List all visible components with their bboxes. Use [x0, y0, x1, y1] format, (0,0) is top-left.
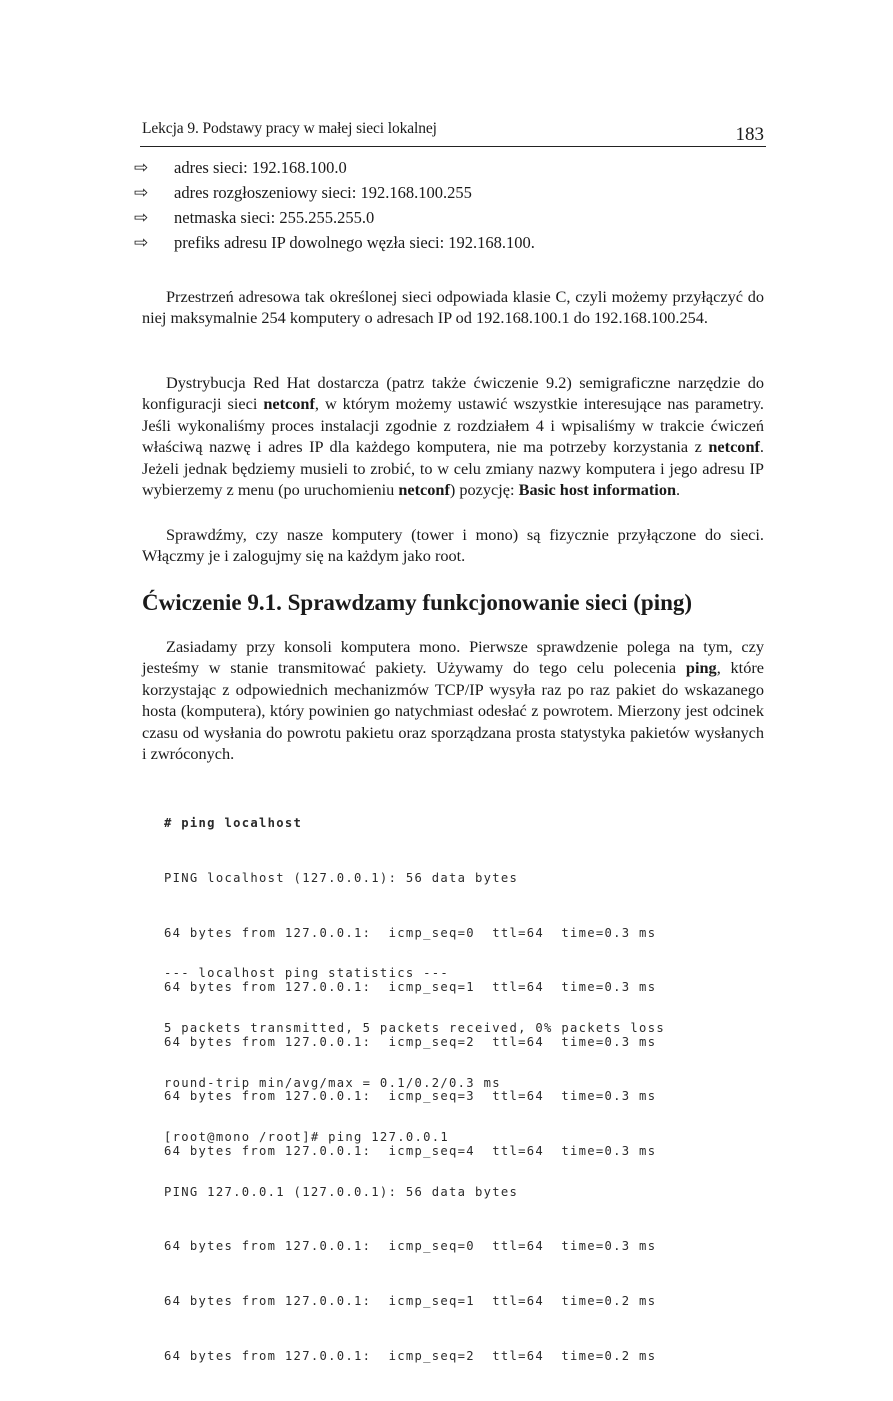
terminal-output-statistics [164, 928, 764, 1401]
paragraph-text: Dystrybucja Red Hat dostarcza (patrz także ćwiczenie 9.2) semigraficzne narzędzie do konfiguracji sieci [142, 373, 764, 414]
arrow-right-icon: ⇨ [134, 183, 149, 203]
paragraph-text: ) pozycję: [449, 480, 519, 500]
paragraph-text: . [676, 480, 681, 500]
list-item [134, 183, 774, 208]
paragraph-text: Zasiadamy przy konsoli komputera mono. Pierwsze sprawdzenie polega na tym, czy jesteśmy w stanie transmitować pakiety. Używamy do tego celu polecenia [142, 637, 764, 678]
list-item-text: adres rozgłoszeniowy sieci: 192.168.100.255 [174, 183, 472, 202]
list-item-text: prefiks adresu IP dowolnego węzła sieci: 192.168.100. [174, 233, 535, 252]
command-name: ping [685, 658, 717, 678]
section-heading: Ćwiczenie 9.1. Sprawdzamy funkcjonowanie sieci (ping) [142, 590, 693, 615]
list-item [134, 208, 774, 233]
menu-option: Basic host information [518, 480, 677, 500]
terminal-line: 64 bytes from 127.0.0.1: icmp_seq=4 ttl=64 time=0.3 ms [164, 1143, 657, 1158]
paragraph-ping-intro [142, 636, 764, 764]
command-name: netconf [263, 394, 315, 414]
command-name: netconf [398, 480, 450, 500]
list-item-text: netmaska sieci: 255.255.255.0 [174, 208, 375, 227]
arrow-right-icon: ⇨ [134, 158, 149, 178]
terminal-line: --- localhost ping statistics --- [164, 966, 450, 981]
terminal-line: PING localhost (127.0.0.1): 56 data bytes [164, 871, 519, 885]
list-item-text: adres sieci: 192.168.100.0 [174, 158, 347, 177]
command-name: netconf [708, 437, 760, 457]
list-item [134, 158, 774, 183]
arrow-right-icon: ⇨ [134, 233, 149, 253]
terminal-line: 64 bytes from 127.0.0.1: icmp_seq=0 ttl=64 time=0.3 ms [164, 1239, 657, 1254]
list-item [134, 233, 774, 258]
terminal-line: round-trip min/avg/max = 0.1/0.2/0.3 ms [164, 1075, 501, 1090]
arrow-right-icon: ⇨ [134, 208, 149, 228]
paragraph-check-computers: Sprawdźmy, czy nasze komputery (tower i mono) są fizycznie przyłączone do sieci. Włączmy je i zalogujmy się na każdym jako root. [142, 525, 764, 566]
terminal-line: 64 bytes from 127.0.0.1: icmp_seq=3 ttl=64 time=0.3 ms [164, 1089, 657, 1104]
terminal-line: 64 bytes from 127.0.0.1: icmp_seq=1 ttl=64 time=0.2 ms [164, 1293, 657, 1308]
terminal-line: 64 bytes from 127.0.0.1: icmp_seq=2 ttl=64 time=0.3 ms [164, 1034, 657, 1049]
terminal-line: # ping localhost [164, 816, 303, 831]
page-number: 183 [735, 124, 764, 145]
terminal-line: [root@mono /root]# ping 127.0.0.1 [164, 1130, 450, 1145]
paragraph-text: , które korzystając z odpowiednich mechanizmów TCP/IP wysyła raz po raz pakiet do wskazanego hosta (komputera), który powinien go natychmiast odesłać z powrotem. Mierzony jest odcinek czasu od wysłania do powrotu pakietu oraz sporządzana prosta statystyka pakietów wysłanych i zwróconych. [142, 658, 764, 764]
terminal-line: 5 packets transmitted, 5 packets received, 0% packets loss [164, 1021, 665, 1035]
running-header [140, 118, 766, 147]
terminal-line: PING 127.0.0.1 (127.0.0.1): 56 data bytes [164, 1184, 519, 1199]
paragraph-netconf [142, 372, 764, 500]
paragraph-text: , w którym możemy ustawić wszystkie interesujące nas parametry. Jeśli wykonaliśmy proces instalacji zgodnie z rozdziałem 4 i wpisaliśmy w trakcie ćwiczeń właściwą nazwę i adres IP dla każdego komputera, nie ma potrzeby korzystania z [142, 394, 764, 457]
terminal-line: 64 bytes from 127.0.0.1: icmp_seq=1 ttl=64 time=0.3 ms [164, 980, 657, 995]
terminal-line: 64 bytes from 127.0.0.1: icmp_seq=0 ttl=64 time=0.3 ms [164, 925, 657, 940]
terminal-line: 64 bytes from 127.0.0.1: icmp_seq=2 ttl=64 time=0.2 ms [164, 1348, 657, 1363]
paragraph-text: . Jeżeli jednak będziemy musieli to zrobić, to w celu zmiany nazwy komputera i jego adresu IP wybierzemy z menu (po uruchomieniu [142, 437, 764, 500]
network-parameters-list [134, 158, 774, 258]
paragraph-address-space: Przestrzeń adresowa tak określonej sieci odpowiada klasie C, czyli możemy przyłączyć do niej maksymalnie 254 komputery o adresach IP od 192.168.100.1 do 192.168.100.254. [142, 287, 764, 328]
running-title: Lekcja 9. Podstawy pracy w małej sieci lokalnej [142, 120, 437, 137]
